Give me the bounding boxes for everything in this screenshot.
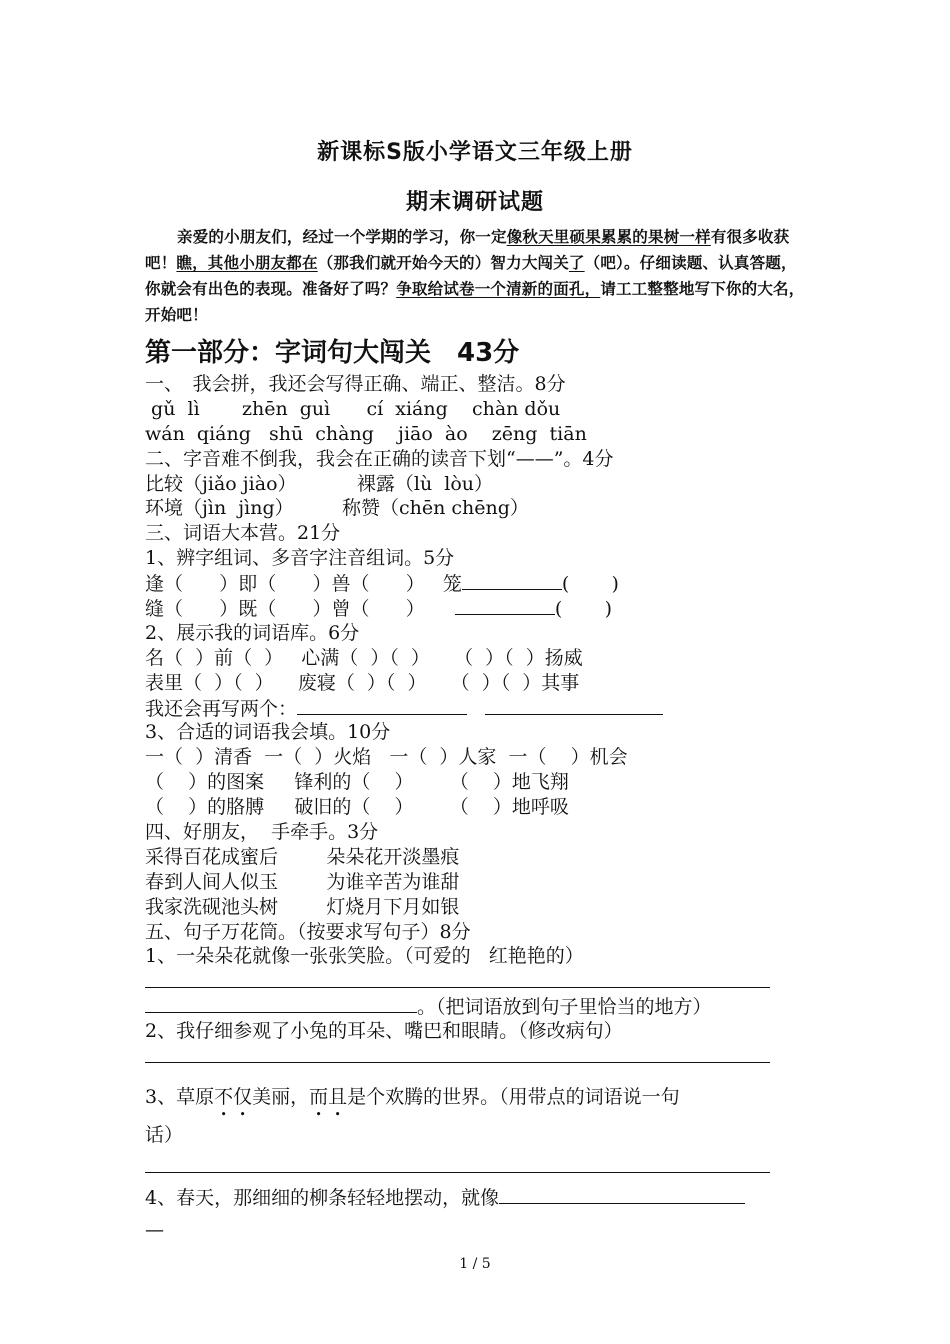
chars-text: 缝（ ）既（ ）曾（ ） bbox=[145, 598, 455, 621]
dotted-char: 不 bbox=[214, 1085, 234, 1108]
intro-text: 请工工整整地写下你的大名，开始吧！ bbox=[145, 280, 805, 324]
instruction-text: 。（把词语放到句子里恰当的地方） bbox=[417, 996, 712, 1019]
dotted-char: 而 bbox=[309, 1085, 329, 1108]
q3-sub-1: 1、辨字组词、多音字注音组词。5分 bbox=[145, 547, 455, 570]
answer-blank[interactable] bbox=[297, 696, 467, 715]
intro-underlined: 像秋天里硕果累累的果树一样 bbox=[506, 228, 711, 246]
q3-words-row-1: 名（ ）前（ ） 心满（ ）（ ） （ ）（ ）扬威 bbox=[145, 646, 583, 669]
q4-match-row-3: 我家洗砚池头树 灯烧月下月如银 bbox=[145, 895, 460, 918]
q4-match-row-2: 春到人间人似玉 为谁辛苦为谁甜 bbox=[145, 870, 460, 893]
title-line-2: 期末调研试题 bbox=[405, 190, 544, 215]
answer-blank[interactable] bbox=[145, 1044, 770, 1063]
q3-chars-row-2 bbox=[145, 596, 815, 621]
q5-sentence-1: 1、一朵朵花就像一张张笑脸。（可爱的 红艳艳的） bbox=[145, 945, 584, 968]
sentence-text: 美丽， bbox=[252, 1085, 310, 1108]
intro-underlined: 争取给试卷一个清新的面孔， bbox=[396, 280, 601, 298]
q5-sentence-4 bbox=[145, 1185, 815, 1210]
q5-answer-line-1 bbox=[145, 969, 815, 994]
q2-row-2: 环境（jìn jìng） 称赞（chēn chēng） bbox=[145, 497, 529, 520]
q5-sentence-4-cont: — bbox=[145, 1218, 164, 1241]
q1-pinyin-row-1: gǔ lì zhēn guì cí xiáng chàn dǒu bbox=[145, 397, 561, 420]
intro-paragraph bbox=[145, 224, 810, 328]
answer-blank[interactable] bbox=[145, 969, 770, 988]
q4-heading: 四、好朋友， 手牵手。3分 bbox=[145, 821, 379, 844]
intro-text: （吧）。仔细读题、认真答题，你就会有出色的表现。准备好了吗？ bbox=[145, 254, 797, 298]
sentence-text: 4、春天，那细细的柳条轻轻地摆动，就像 bbox=[145, 1186, 500, 1209]
dotted-char: 仅 bbox=[233, 1085, 253, 1108]
q2-row-1: 比较（jiǎo jiào） 裸露（lù lòu） bbox=[145, 472, 494, 495]
intro-underlined: 瞧，其他小朋友都在 bbox=[176, 254, 318, 272]
q5-sentence-3-cont: 话） bbox=[145, 1123, 184, 1146]
paren-text: ( ) bbox=[561, 573, 619, 596]
q1-heading: 一、 我会拼，我还会写得正确、端正、整洁。8分 bbox=[145, 373, 566, 395]
q3-fill-row-3: （ ）的胳膊 破旧的（ ） （ ）地呼吸 bbox=[145, 796, 569, 819]
q3-fill-row-2: （ ）的图案 锋利的（ ） （ ）地飞翔 bbox=[145, 771, 569, 794]
intro-text: （那我们就开始今天的）智力大闯关 bbox=[317, 254, 569, 272]
intro-text: 亲爱的小朋友们，经过一个学期的学习，你一定 bbox=[177, 228, 507, 246]
q3-fill-row-1: 一（ ）清香 一（ ）火焰 一（ ）人家 一（ ）机会 bbox=[145, 746, 628, 769]
answer-blank[interactable] bbox=[462, 571, 562, 590]
dotted-char: 且 bbox=[328, 1085, 348, 1108]
paren-text: ( ) bbox=[554, 598, 613, 621]
page-number: 1 / 5 bbox=[459, 1256, 491, 1272]
q5-heading: 五、句子万花筒。（按要求写句子）8分 bbox=[145, 920, 471, 943]
q3-words-row-2: 表里（ ）（ ） 废寝（ ）（ ） （ ）（ ）其事 bbox=[145, 671, 580, 694]
sentence-text: 是个欢腾的世界。（用带点的词语说一句 bbox=[347, 1085, 680, 1108]
question-body bbox=[145, 372, 815, 1243]
chars-text: 逢（ ）即（ ）兽（ ） 笼 bbox=[145, 573, 462, 596]
q5-answer-line-3 bbox=[145, 1044, 815, 1069]
section-title: 第一部分：字词句大闯关 43分 bbox=[145, 338, 520, 368]
answer-blank[interactable] bbox=[455, 596, 555, 615]
q3-sub-3: 3、合适的词语我会填。10分 bbox=[145, 721, 391, 744]
q5-answer-line-4 bbox=[145, 1154, 815, 1179]
answer-blank[interactable] bbox=[485, 696, 663, 715]
title-line-1: 新课标S版小学语文三年级上册 bbox=[317, 140, 633, 165]
answer-blank[interactable] bbox=[145, 994, 417, 1013]
q3-chars-row-1 bbox=[145, 571, 815, 596]
q3-heading: 三、词语大本营。21分 bbox=[145, 522, 341, 545]
q2-heading: 二、字音难不倒我，我会在正确的读音下划“——”。4分 bbox=[145, 447, 614, 470]
q3-words-row-3 bbox=[145, 696, 815, 721]
sentence-text: 3、草原 bbox=[145, 1085, 215, 1108]
answer-blank[interactable] bbox=[145, 1154, 770, 1173]
answer-blank[interactable] bbox=[499, 1185, 745, 1204]
write-two-label: 我还会再写两个： bbox=[145, 697, 298, 720]
intro-underlined: 了 bbox=[568, 254, 585, 272]
q5-sentence-3 bbox=[145, 1078, 815, 1116]
q5-sentence-2: 2、我仔细参观了小兔的耳朵、嘴巴和眼睛。（修改病句） bbox=[145, 1020, 623, 1043]
q4-match-row-1: 采得百花成蜜后 朵朵花开淡墨痕 bbox=[145, 845, 460, 868]
intro-text: 有很多收获吧！ bbox=[145, 228, 790, 272]
q3-sub-2: 2、展示我的词语库。6分 bbox=[145, 621, 360, 644]
q1-pinyin-row-2: wán qiáng shū chàng jiāo ào zēng tiān bbox=[145, 422, 587, 445]
q5-answer-line-2 bbox=[145, 994, 815, 1019]
